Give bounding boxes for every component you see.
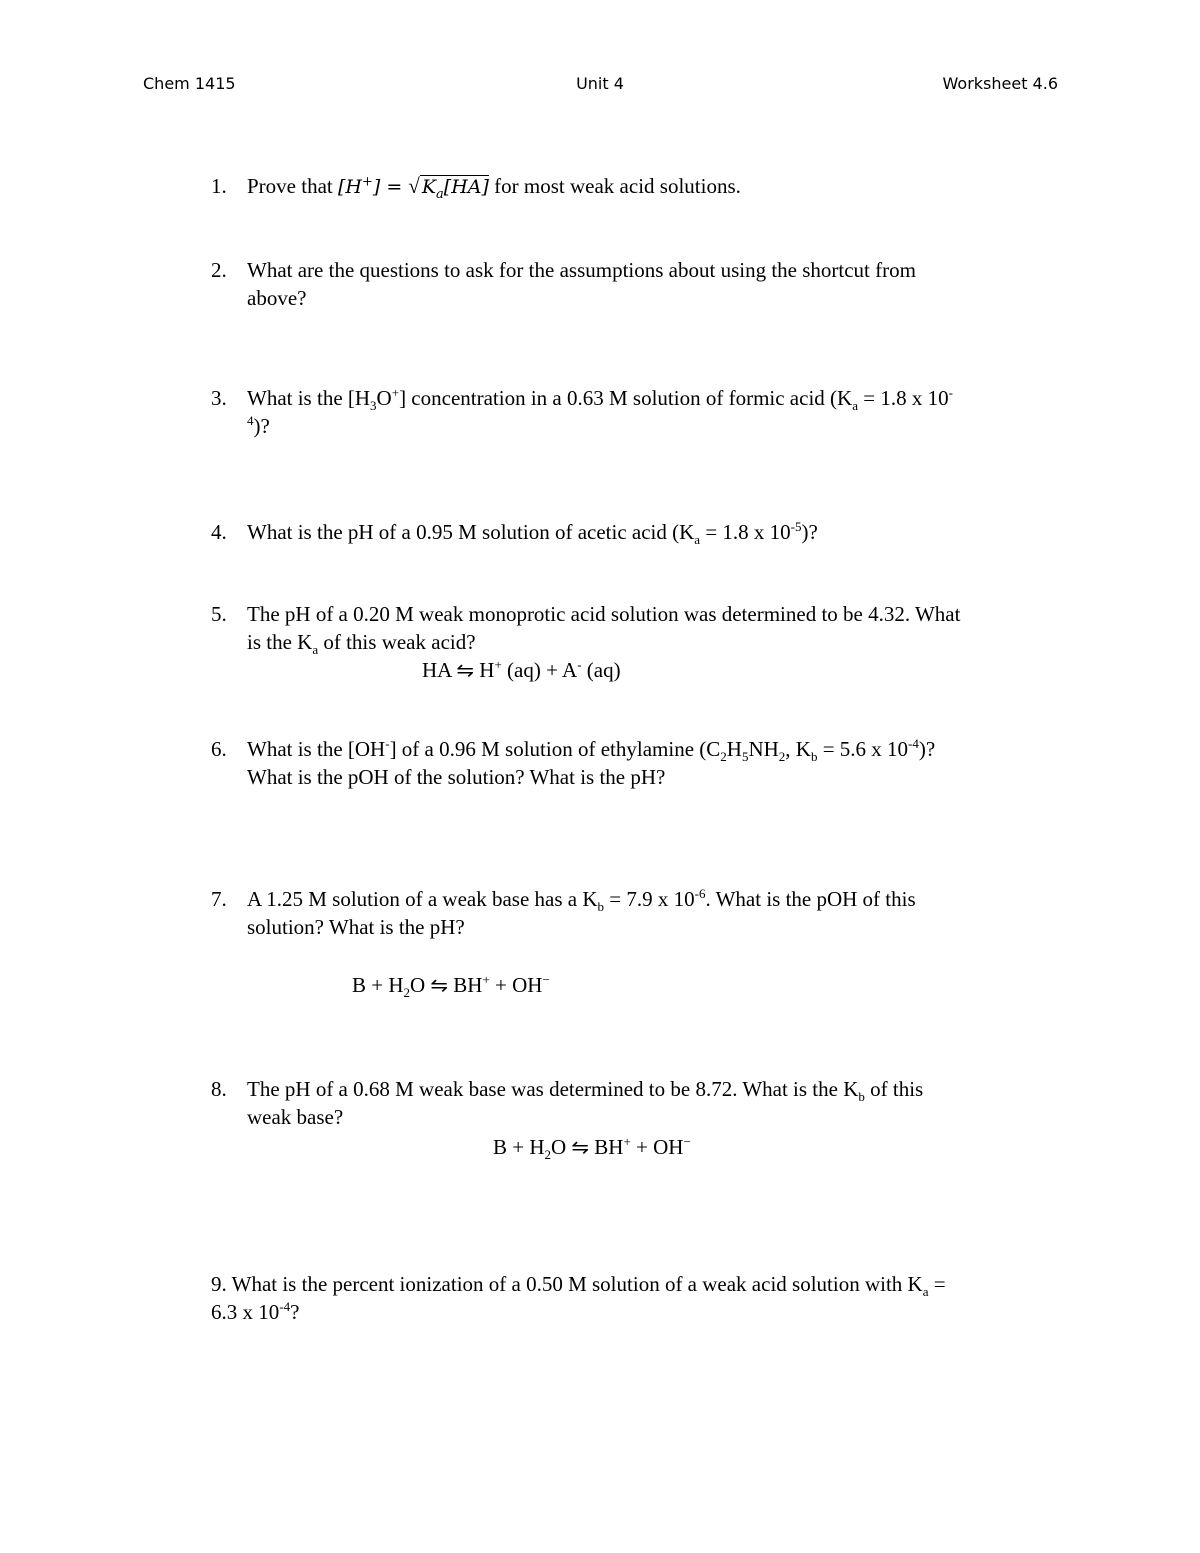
question-6 <box>211 735 935 791</box>
header-worksheet: Worksheet 4.6 <box>942 74 1058 93</box>
question-number: 8. <box>211 1077 227 1101</box>
question-text: The pH of a 0.68 M weak base was determined to be 8.72. What is the $K_b$ of this <box>247 1077 924 1105</box>
question-text: What are the questions to ask for the assumptions about using the shortcut from <box>247 258 916 282</box>
question-text: What is the percent ionization of a 0.50 M solution of a weak acid solution with $K_a$ = <box>226 1272 946 1300</box>
question-text: The pH of a 0.20 M weak monoprotic acid solution was determined to be 4.32. What <box>247 602 961 626</box>
question-text: Prove that <box>247 174 338 198</box>
question-1 <box>211 172 741 201</box>
question-text-line2: 6.3 x $10^{-4}$? <box>211 1299 300 1324</box>
question-3 <box>211 384 953 440</box>
question-text: A 1.25 M solution of a weak base has a $K_b = 7.9$ x $10^{-6}$. What is the pOH of this <box>247 886 916 915</box>
question-5 <box>211 600 960 656</box>
question-7 <box>211 885 916 941</box>
question-number: 7. <box>211 887 227 911</box>
equation-base-equilibrium: $B + H_2O$ ⇋ BH+ + OH− <box>352 972 550 1001</box>
question-text-line2: What is the pOH of the solution? What is the pH? <box>247 765 666 789</box>
question-text-end: for most weak acid solutions. <box>488 174 741 198</box>
formula-lhs: [H+] = <box>337 174 409 198</box>
question-text-line2: above? <box>247 286 307 310</box>
question-2 <box>211 256 916 312</box>
equation-base-equilibrium: $B + H_2O$ ⇋ BH+ + OH− <box>493 1134 691 1163</box>
header-unit: Unit 4 <box>576 74 624 93</box>
sqrt-symbol: √ <box>408 174 420 198</box>
question-text-line2: weak base? <box>247 1105 344 1129</box>
question-text: What is the pH of a 0.95 M solution of acetic acid ($K_a = 1.8$ x $10^{-5}$)? <box>247 519 818 548</box>
square-root-formula: √ $K_a[HA]$ <box>408 174 489 202</box>
question-number: 5. <box>211 602 227 626</box>
question-text-line2: $^4$)? <box>247 413 270 438</box>
question-number: 9. <box>211 1272 227 1296</box>
question-text-line2: solution? What is the pH? <box>247 915 465 939</box>
question-text-line2: is the $K_a$ of this weak acid? <box>247 630 476 658</box>
question-number: 6. <box>211 737 227 761</box>
question-number: 2. <box>211 258 227 282</box>
question-number: 1. <box>211 174 227 198</box>
question-number: 3. <box>211 386 227 410</box>
question-text: What is the $[H_3O^+]$ concentration in a 0.63 M solution of formic acid ($K_a = 1.8$ x 10- <box>247 385 953 414</box>
question-text: What is the [OH-] of a 0.96 M solution of ethylamine ($C_2H_5NH_2$, $K_b = 5.6$ x $10^{-4}$)? <box>247 736 936 765</box>
equation-acid-dissociation: HA ⇋ H+ (aq) + A- (aq) <box>422 657 621 682</box>
question-8 <box>211 1075 923 1131</box>
question-number: 4. <box>211 520 227 544</box>
question-9 <box>211 1270 946 1326</box>
header-course: Chem 1415 <box>143 74 236 93</box>
question-4 <box>211 518 818 546</box>
